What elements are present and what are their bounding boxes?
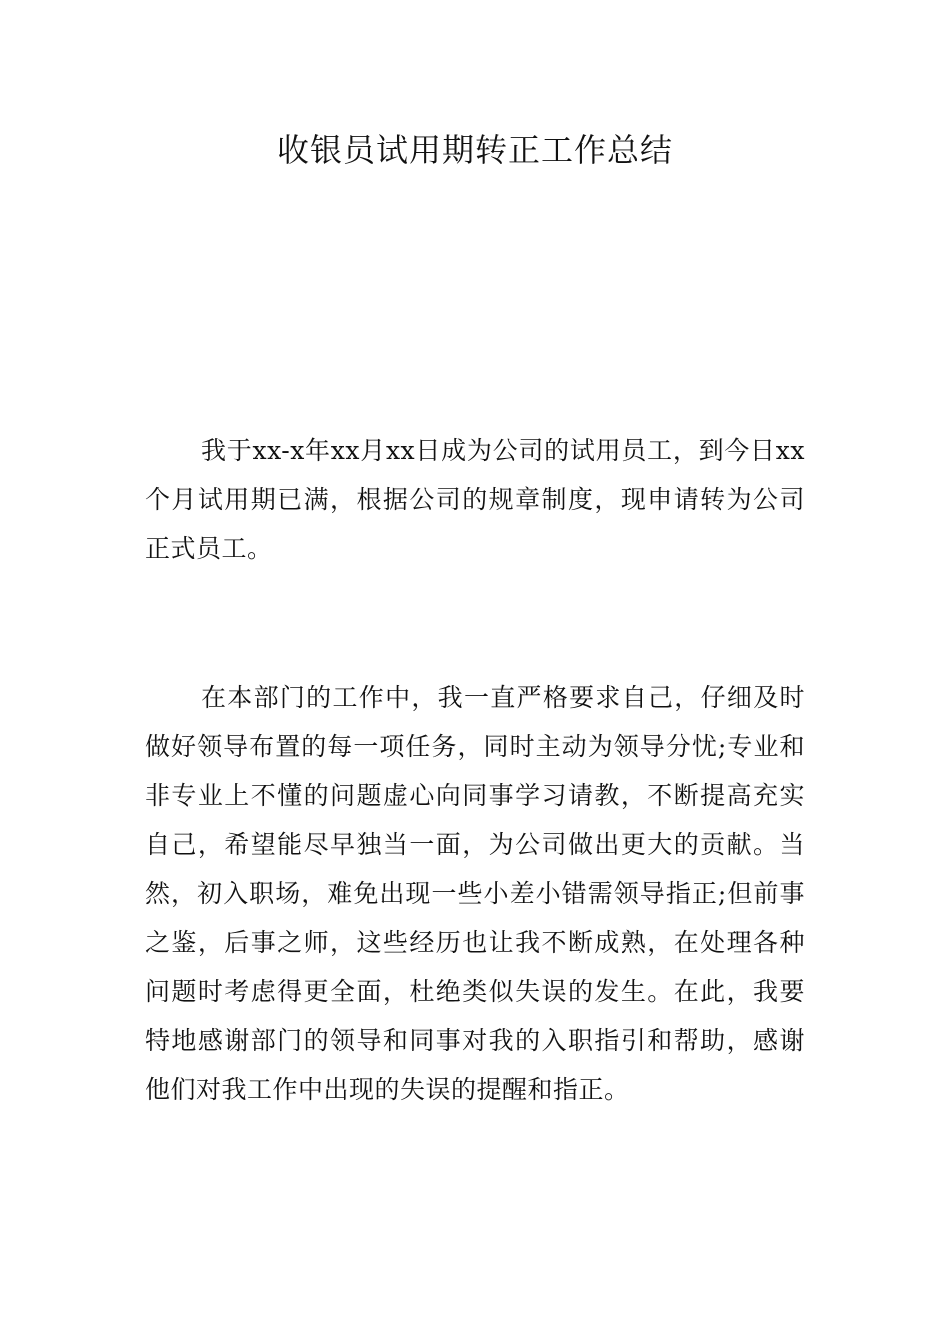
paragraph-work-summary: 在本部门的工作中，我一直严格要求自己，仔细及时做好领导布置的每一项任务，同时主动为领导分忧;专业和非专业上不懂的问题虚心向同事学习请教，不断提高充实自己，希望能尽早独当一面，为公司做出更大的贡献。当然，初入职场，难免出现一些小差小错需领导指正;但前事之鉴，后事之师，这些经历也让我不断成熟，在处理各种问题时考虑得更全面，杜绝类似失误的发生。在此，我要特地感谢部门的领导和同事对我的入职指引和帮助，感谢他们对我工作中出现的失误的提醒和指正。 <box>145 683 805 1104</box>
document-title: 收银员试用期转正工作总结 <box>276 131 673 169</box>
paragraph-probation-intro: 我于xx-x年xx月xx日成为公司的试用员工，到今日xx个月试用期已满，根据公司的规章制度，现申请转为公司正式员工。 <box>145 436 805 563</box>
